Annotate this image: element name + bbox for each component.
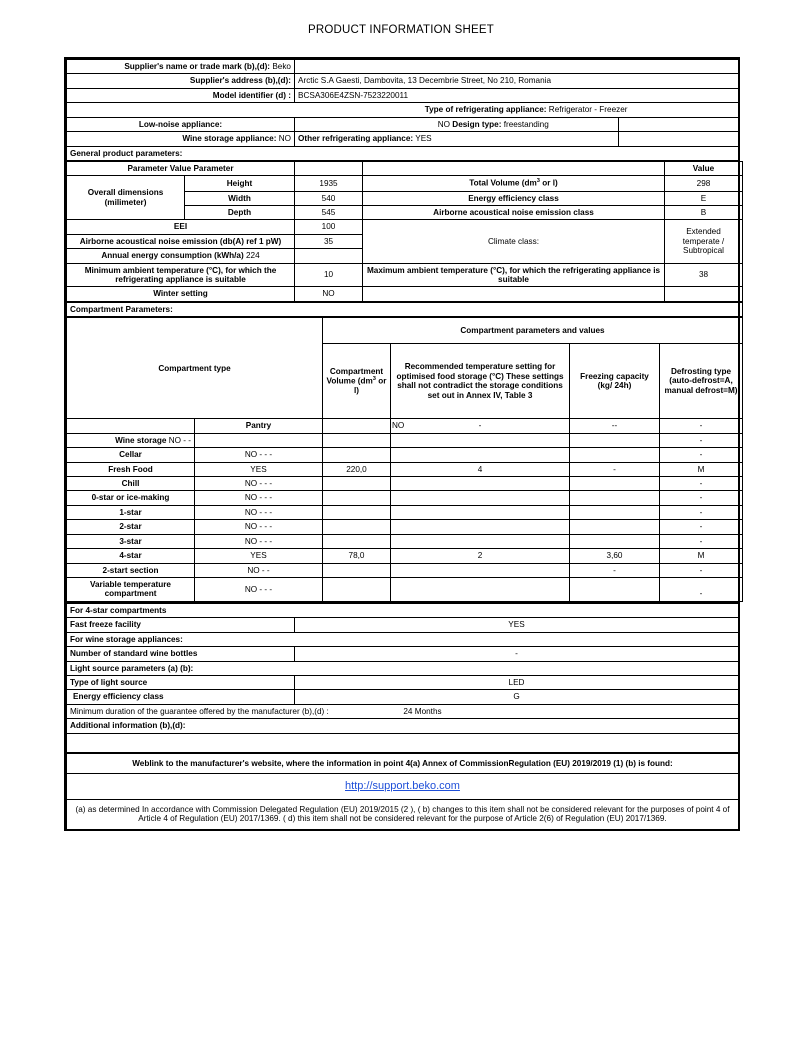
table-row xyxy=(67,318,743,344)
guarantee-cell xyxy=(67,704,739,718)
weblink-url-cell xyxy=(67,774,739,800)
other-appliance-blank xyxy=(619,132,739,146)
supplier-name-cell xyxy=(67,60,295,74)
compartment-temp xyxy=(391,505,570,519)
table-row xyxy=(67,74,739,88)
annual-energy-label: Annual energy consumption (kWh/a) xyxy=(101,251,244,261)
compartment-freezing: - xyxy=(570,462,660,476)
compartment-present: NO - - - xyxy=(195,534,323,548)
min-ambient-value: 10 xyxy=(295,263,363,287)
general-header-blank-2 xyxy=(363,161,665,175)
table-row xyxy=(67,690,739,704)
compartment-volume xyxy=(323,563,391,577)
table-row xyxy=(67,774,739,800)
compartment-temp xyxy=(391,577,570,601)
depth-value: 545 xyxy=(295,205,363,219)
compartment-parameters-table xyxy=(66,317,743,601)
compartment-present: NO - - - xyxy=(195,491,323,505)
compartment-temp: 4 xyxy=(391,462,570,476)
compartment-volume xyxy=(323,433,391,447)
compartment-volume-header xyxy=(323,343,391,419)
compartment-volume xyxy=(323,491,391,505)
compartment-present: NO - - - xyxy=(195,448,323,462)
table-row xyxy=(67,462,743,476)
compartment-freezing xyxy=(570,505,660,519)
table-row xyxy=(67,477,743,491)
table-row xyxy=(67,146,739,160)
weblink-label: Weblink to the manufacturer's website, where the information in point 4(a) Annex of CommissionRegulation (EU) 2019/2019 (1) (b) is found: xyxy=(67,753,739,774)
compartment-group-header: Compartment parameters and values xyxy=(323,318,743,344)
compartment-freezing: 3,60 xyxy=(570,549,660,563)
general-header-blank-1 xyxy=(295,161,363,175)
total-volume-label xyxy=(363,176,665,191)
table-row xyxy=(67,549,743,563)
compartment-defrost: - xyxy=(660,520,743,534)
supplier-name-label: Supplier's name or trade mark (b),(d): xyxy=(124,62,271,71)
compartment-defrost: M xyxy=(660,549,743,563)
compartment-temp: - xyxy=(478,421,482,431)
supplier-table xyxy=(66,59,739,161)
supplier-address-value: Arctic S.A Gaesti, Dambovita, 13 Decembrie Street, No 210, Romania xyxy=(295,74,739,88)
compartment-defrost: - xyxy=(660,534,743,548)
table-row xyxy=(67,534,743,548)
compartment-name: 2-star xyxy=(67,520,195,534)
compartment-freezing xyxy=(570,534,660,548)
support-website-link[interactable]: http://support.beko.com xyxy=(345,780,460,793)
table-row xyxy=(67,753,739,774)
model-identifier-label: Model identifier (d) : xyxy=(67,88,295,102)
light-class-label: Energy efficiency class xyxy=(67,690,295,704)
table-row xyxy=(67,263,743,287)
compartment-present: YES xyxy=(195,462,323,476)
compartment-name: 1-star xyxy=(67,505,195,519)
wine-section-title: For wine storage appliances: xyxy=(67,632,739,646)
min-ambient-label: Minimum ambient temperature (°C), for which the refrigerating appliance is suitable xyxy=(67,263,295,287)
other-appliance-value: YES xyxy=(415,134,432,144)
compartment-defrost: - xyxy=(660,491,743,505)
compartment-freezing xyxy=(570,448,660,462)
table-row xyxy=(67,577,743,601)
winter-setting-blank-1 xyxy=(363,287,665,302)
additional-info-section-title: Additional information (b),(d): xyxy=(67,719,739,733)
design-type-value: freestanding xyxy=(503,119,549,129)
compartment-volume-header-text: Compartment Volume (dm xyxy=(326,366,384,386)
table-row xyxy=(67,433,743,447)
additional-info-spacer xyxy=(67,733,739,753)
low-noise-label: Low-noise appliance: xyxy=(67,117,295,131)
winter-setting-label: Winter setting xyxy=(67,287,295,302)
noise-emission-label: Airborne acoustical noise emission (db(A) ref 1 pW) xyxy=(67,234,295,248)
compartment-freezing: - xyxy=(570,563,660,577)
compartment-defrost: - xyxy=(660,419,743,433)
table-row xyxy=(67,161,743,175)
guarantee-value: 24 Months xyxy=(403,706,442,716)
noise-emission-value: 35 xyxy=(295,234,363,248)
table-row xyxy=(67,632,739,646)
compartment-name-cell xyxy=(67,433,195,447)
table-row xyxy=(67,419,743,433)
compartment-temp xyxy=(391,433,570,447)
guarantee-label: Minimum duration of the guarantee offered by the manufacturer (b),(d) : xyxy=(70,706,329,716)
compartment-name: 2-start section xyxy=(67,563,195,577)
energy-class-value: E xyxy=(665,191,743,205)
design-type-cell xyxy=(295,117,619,131)
compartment-freezing: -- xyxy=(570,419,660,433)
table-row xyxy=(67,603,739,618)
wine-storage-appliance-cell xyxy=(67,132,295,146)
table-row xyxy=(67,675,739,689)
compartment-name: Cellar xyxy=(67,448,195,462)
light-type-value: LED xyxy=(295,675,739,689)
eei-value: 100 xyxy=(295,220,363,234)
table-row xyxy=(67,520,743,534)
climate-class-label: Climate class: xyxy=(363,220,665,263)
table-row xyxy=(67,647,739,661)
light-section-title: Light source parameters (a) (b): xyxy=(67,661,739,675)
wine-storage-appliance-label: Wine storage appliance: xyxy=(182,134,277,144)
compartment-volume xyxy=(323,577,391,601)
compartment-volume: 220,0 xyxy=(323,462,391,476)
compartment-temp xyxy=(391,534,570,548)
wine-bottles-value: - xyxy=(295,647,739,661)
table-row xyxy=(67,88,739,102)
compartment-name: 4-star xyxy=(67,549,195,563)
compartment-volume xyxy=(323,505,391,519)
recommended-temperature-header: Recommended temperature setting for optimised food storage (°C) These settings shall not contradict the storage conditions set out in Annex IV, Table 3 xyxy=(391,343,570,419)
compartment-row-blank xyxy=(195,433,323,447)
winter-setting-blank-2 xyxy=(665,287,743,302)
general-header-right: Value xyxy=(665,161,743,175)
annual-energy-blank xyxy=(295,249,363,263)
appliance-type-cell xyxy=(67,103,739,117)
compartment-defrost: - xyxy=(660,477,743,491)
supplier-address-label: Supplier's address (b),(d): xyxy=(67,74,295,88)
footer-sections-table xyxy=(66,602,739,829)
eei-label: EEI xyxy=(67,220,295,234)
compartment-defrost: - xyxy=(660,577,743,601)
compartment-freezing xyxy=(570,477,660,491)
compartment-present: NO - - - xyxy=(195,577,323,601)
light-type-label: Type of light source xyxy=(67,675,295,689)
compartment-defrost: - xyxy=(660,448,743,462)
compartment-name: Fresh Food xyxy=(67,462,195,476)
page-title: PRODUCT INFORMATION SHEET xyxy=(307,24,495,36)
table-row xyxy=(67,60,739,74)
table-row xyxy=(67,132,739,146)
compartment-volume xyxy=(323,448,391,462)
climate-class-value: Extended temperate / Subtropical xyxy=(665,220,743,263)
compartment-temp: 2 xyxy=(391,549,570,563)
compartment-name: Variable temperature compartment xyxy=(67,577,195,601)
footnotes-text: (a) as determined In accordance with Commission Delegated Regulation (EU) 2019/2015 (2 ), ( b) changes to this item shall not be considered relevant for the purposes of point 4 of Article 4 of Regulation (EU) 2017/1369. ( d) this item shall not be considered relevant for the purpose of Article 2(6) of Regulation (EU) 2017/1369. xyxy=(67,799,739,828)
compartment-present: NO - - xyxy=(195,563,323,577)
supplier-name-blank xyxy=(295,60,739,74)
compartment-temp xyxy=(391,448,570,462)
defrosting-type-header: Defrosting type (auto-defrost=A, manual defrost=M) xyxy=(660,343,743,419)
freezing-capacity-header: Freezing capacity (kg/ 24h) xyxy=(570,343,660,419)
compartment-present: NO - - - xyxy=(195,505,323,519)
table-row xyxy=(67,719,739,733)
wine-bottles-label: Number of standard wine bottles xyxy=(67,647,295,661)
compartment-defrost: - xyxy=(660,433,743,447)
table-row xyxy=(67,491,743,505)
width-value: 540 xyxy=(295,191,363,205)
depth-label: Depth xyxy=(185,205,295,219)
compartment-defrost: - xyxy=(660,505,743,519)
appliance-type-label: Type of refrigerating appliance: xyxy=(424,105,547,115)
compartment-volume xyxy=(323,419,391,433)
compartment-freezing xyxy=(570,577,660,601)
total-volume-value: 298 xyxy=(665,176,743,191)
model-identifier-value: BCSA306E4ZSN-7523220011 xyxy=(295,88,739,102)
compartment-volume xyxy=(323,477,391,491)
table-row xyxy=(67,302,743,317)
design-type-label: Design type: xyxy=(452,119,502,129)
general-parameters-section-title: General product parameters: xyxy=(67,146,739,160)
compartment-type-header: Compartment type xyxy=(67,318,323,419)
table-row xyxy=(67,618,739,632)
overall-dimensions-label: Overall dimensions (milimeter) xyxy=(67,176,185,220)
total-volume-label-tail: or l) xyxy=(539,179,558,189)
compartment-name: Pantry xyxy=(195,419,323,433)
winter-setting-value: NO xyxy=(295,287,363,302)
compartment-row-blank xyxy=(67,419,195,433)
light-class-value: G xyxy=(295,690,739,704)
four-star-section-title: For 4-star compartments xyxy=(67,603,739,618)
appliance-type-value: Refrigerator - Freezer xyxy=(548,105,628,115)
other-appliance-label: Other refrigerating appliance: xyxy=(298,134,414,144)
compartment-name: Chill xyxy=(67,477,195,491)
table-row xyxy=(67,287,743,302)
compartment-temp xyxy=(391,520,570,534)
compartment-defrost: - xyxy=(660,563,743,577)
compartment-present: YES xyxy=(195,549,323,563)
other-appliance-cell xyxy=(295,132,619,146)
wine-storage-appliance-value: NO xyxy=(278,134,291,144)
compartment-volume: 78,0 xyxy=(323,549,391,563)
compartment-present: NO - - - xyxy=(195,520,323,534)
compartment-name: Wine storage xyxy=(115,435,167,445)
table-row xyxy=(67,505,743,519)
compartment-volume xyxy=(323,534,391,548)
max-ambient-label: Maximum ambient temperature (°C), for which the refrigerating appliance is suitable xyxy=(363,263,665,287)
compartment-temp-cell xyxy=(391,419,570,433)
compartment-temp xyxy=(391,477,570,491)
design-type-blank xyxy=(619,117,739,131)
compartment-present: NO - - - xyxy=(195,477,323,491)
width-label: Width xyxy=(185,191,295,205)
annual-energy-value: 224 xyxy=(246,251,260,261)
total-volume-superscript: 3 xyxy=(536,178,540,185)
table-row xyxy=(67,799,739,828)
table-row xyxy=(67,661,739,675)
table-row xyxy=(67,176,743,191)
table-row xyxy=(67,563,743,577)
table-row xyxy=(67,733,739,753)
compartment-freezing xyxy=(570,433,660,447)
compartment-volume-superscript: 3 xyxy=(372,376,376,382)
energy-class-label: Energy efficiency class xyxy=(363,191,665,205)
fast-freeze-value: YES xyxy=(295,618,739,632)
table-row xyxy=(67,704,739,718)
height-label: Height xyxy=(185,176,295,191)
fast-freeze-label: Fast freeze facility xyxy=(67,618,295,632)
noise-class-label: Airborne acoustical noise emission class xyxy=(363,205,665,219)
compartment-volume-header-tail: or l) xyxy=(353,376,387,396)
compartment-freezing xyxy=(570,520,660,534)
table-row xyxy=(67,220,743,234)
table-row xyxy=(67,448,743,462)
supplier-name-value: Beko xyxy=(272,62,291,71)
total-volume-label-text: Total Volume (dm xyxy=(469,179,537,189)
annual-energy-cell xyxy=(67,249,295,263)
height-value: 1935 xyxy=(295,176,363,191)
compartment-parameters-section-title: Compartment Parameters: xyxy=(67,302,743,317)
low-noise-value: NO xyxy=(437,119,450,129)
general-header-left: Parameter Value Parameter xyxy=(67,161,295,175)
compartment-temp xyxy=(391,491,570,505)
product-information-sheet xyxy=(64,57,740,831)
max-ambient-value: 38 xyxy=(665,263,743,287)
compartment-name: 0-star or ice-making xyxy=(67,491,195,505)
table-row xyxy=(67,103,739,117)
general-parameters-table xyxy=(66,161,743,317)
compartment-present: NO xyxy=(392,421,405,431)
compartment-volume xyxy=(323,520,391,534)
compartment-defrost: M xyxy=(660,462,743,476)
compartment-freezing xyxy=(570,491,660,505)
compartment-present: NO - - xyxy=(168,435,191,445)
table-row xyxy=(67,117,739,131)
noise-class-value: B xyxy=(665,205,743,219)
compartment-temp xyxy=(391,563,570,577)
compartment-name: 3-star xyxy=(67,534,195,548)
